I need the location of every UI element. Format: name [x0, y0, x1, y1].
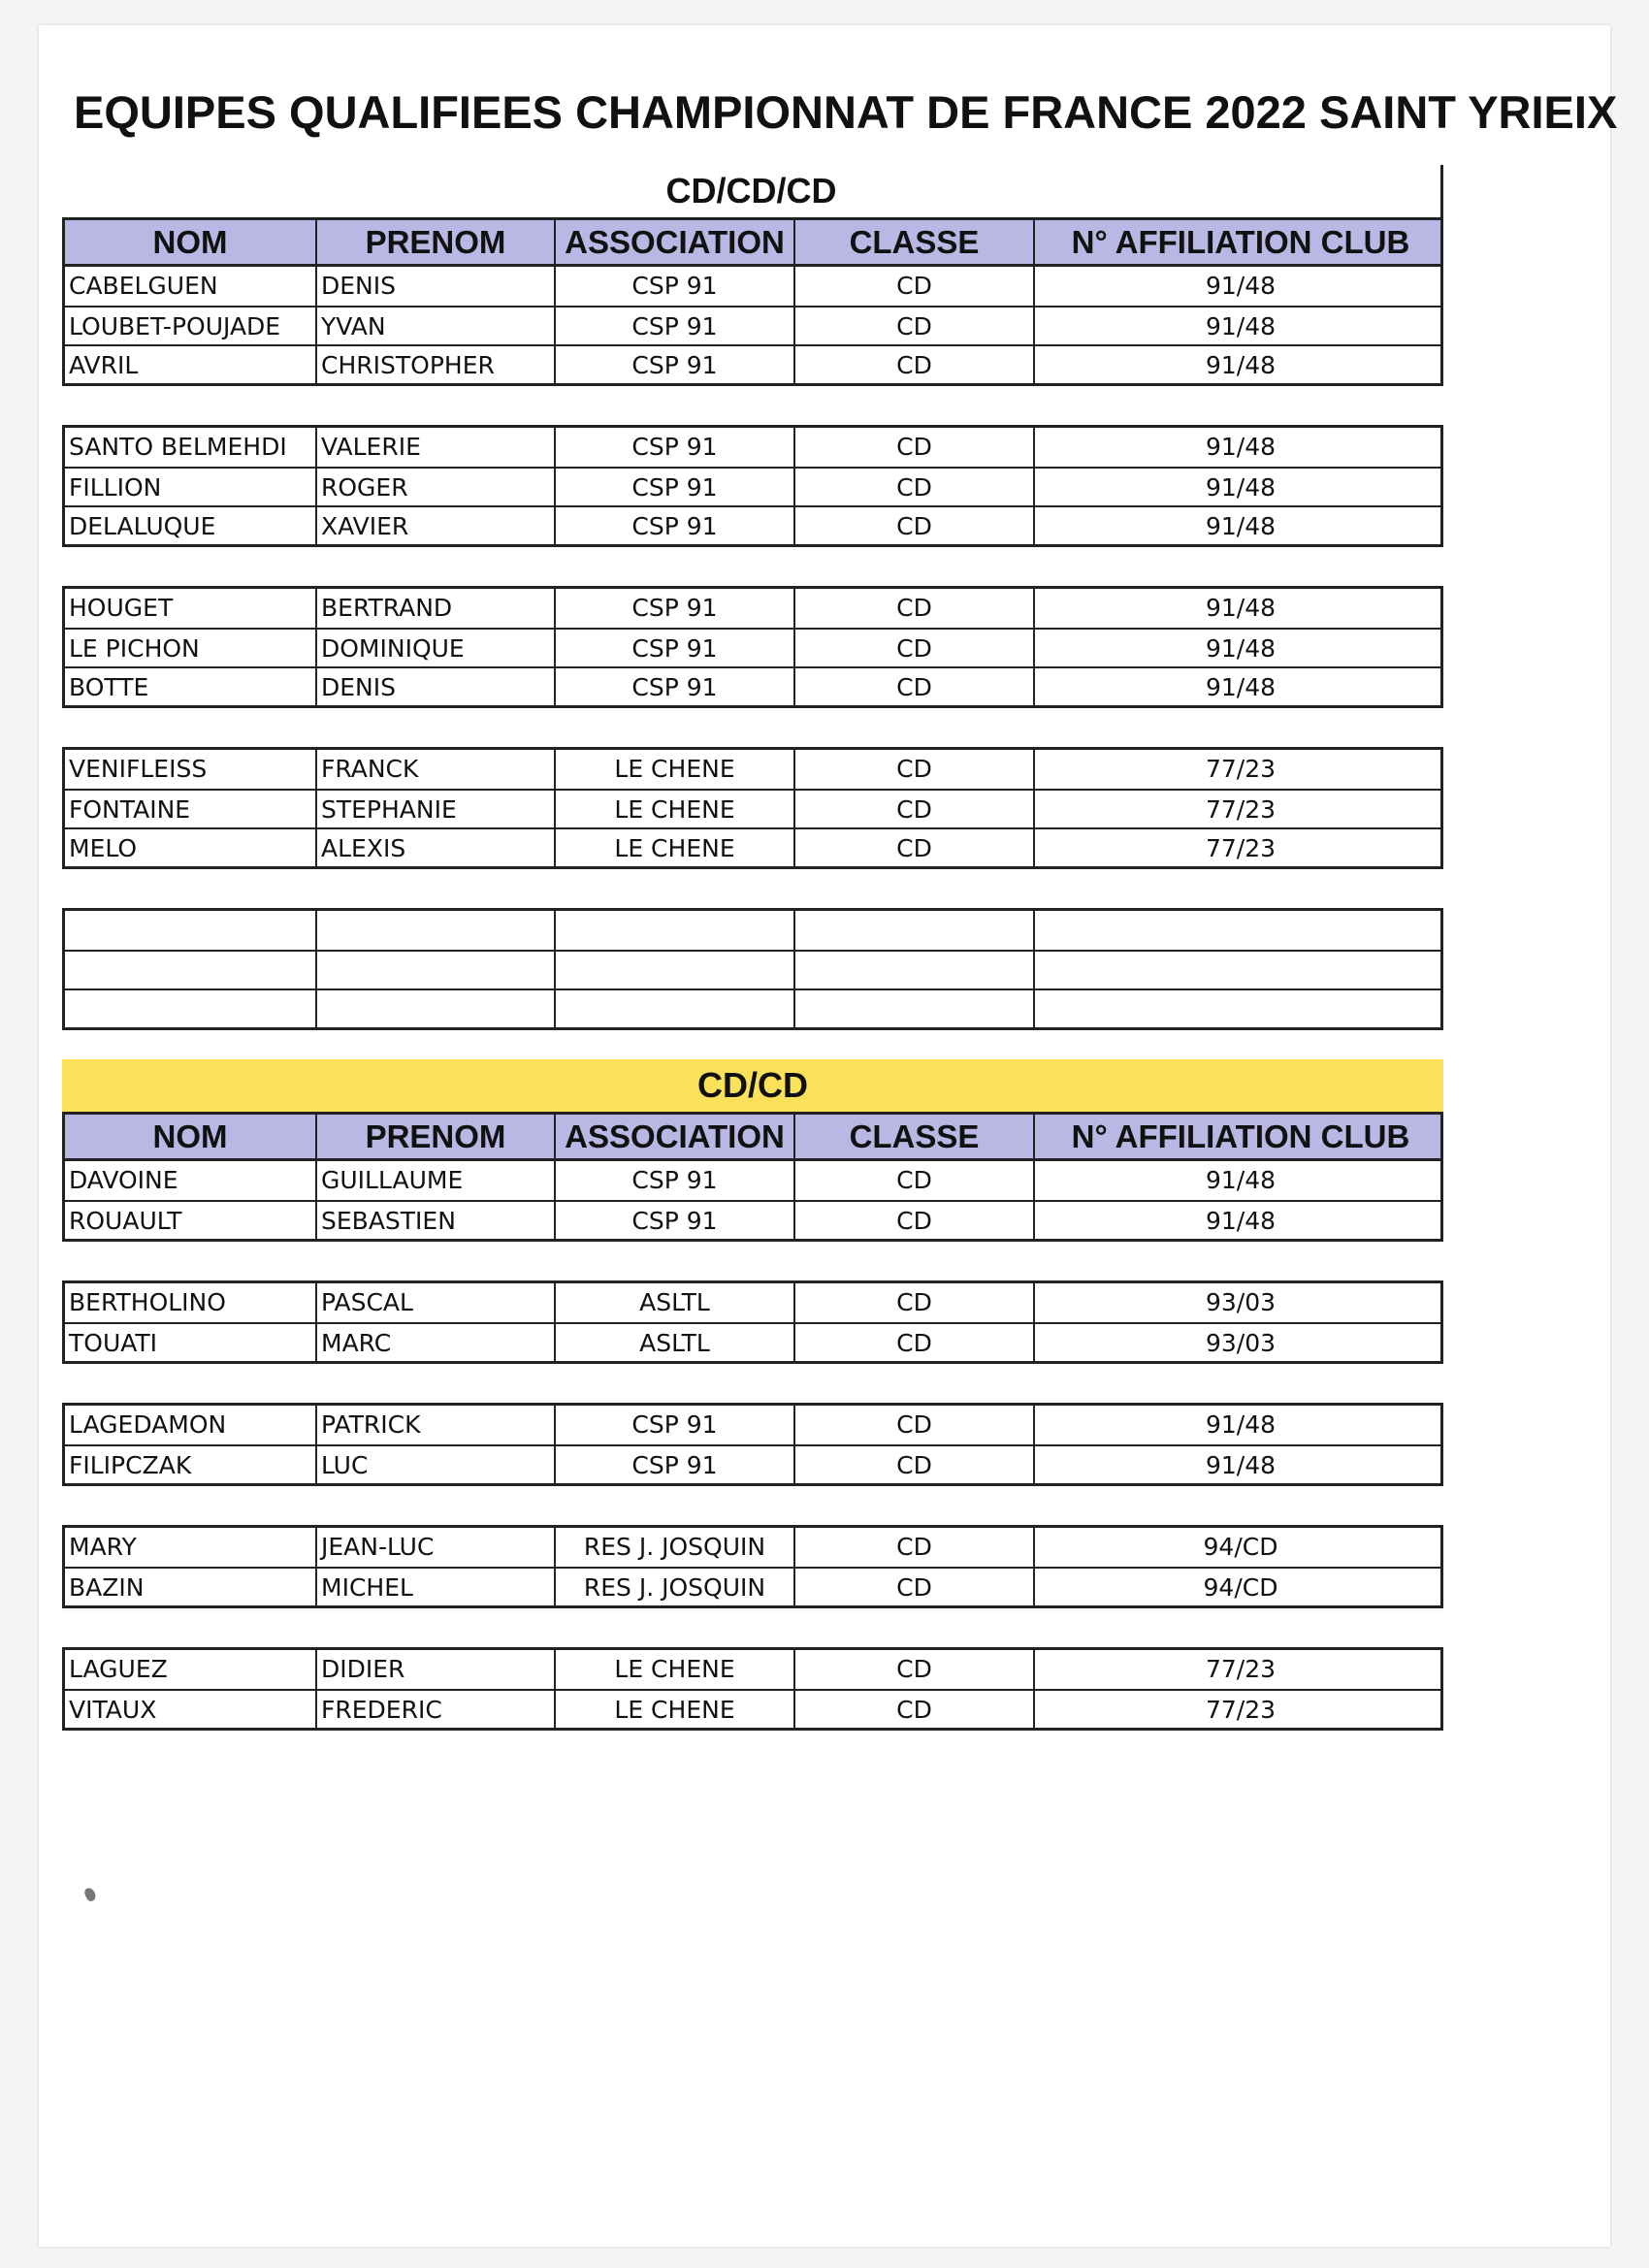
team-group [62, 1525, 1443, 1608]
table-row [65, 344, 1440, 383]
table-row [65, 1528, 1440, 1567]
nom-cell: DAVOINE [69, 1166, 178, 1194]
prenom-cell: XAVIER [315, 507, 554, 544]
affiliation-cell: 91/48 [1033, 428, 1446, 467]
team-group [62, 1647, 1443, 1731]
affiliation-cell: 91/48 [1033, 308, 1446, 344]
table-row [65, 789, 1440, 827]
nom-cell: VITAUX [69, 1696, 157, 1724]
team-group [62, 908, 1443, 1030]
column-header-association: ASSOCIATION [554, 1115, 793, 1159]
column-header-affiliation: N° AFFILIATION CLUB [1033, 1115, 1446, 1159]
table-row [65, 1444, 1440, 1483]
classe-cell: CD [793, 1569, 1033, 1605]
classe-cell: CD [793, 589, 1033, 628]
affiliation-cell [1033, 990, 1446, 1027]
classe-cell: CD [793, 829, 1033, 866]
classe-cell: CD [793, 1406, 1033, 1444]
column-header-prenom: PRENOM [315, 1115, 554, 1159]
classe-cell: CD [793, 469, 1033, 505]
table-row [65, 1650, 1440, 1689]
table-row [65, 1567, 1440, 1605]
nom-cell: BAZIN [69, 1573, 145, 1602]
affiliation-cell: 93/03 [1033, 1283, 1446, 1322]
table-row [65, 428, 1440, 467]
table-row [65, 589, 1440, 628]
team-group [62, 747, 1443, 869]
table-row [65, 628, 1440, 666]
table-row [65, 306, 1440, 344]
table-row [65, 950, 1440, 988]
nom-cell: FONTAINE [69, 795, 191, 824]
association-cell: CSP 91 [554, 469, 793, 505]
nom-cell: SANTO BELMEHDI [69, 433, 287, 461]
column-header-classe: CLASSE [793, 1115, 1033, 1159]
team-groups [62, 267, 1443, 1030]
table-row [65, 1161, 1440, 1200]
table-row [65, 988, 1440, 1027]
nom-cell: MARY [69, 1533, 137, 1561]
section-cd-cd-cd [62, 165, 1443, 1030]
association-cell: CSP 91 [554, 630, 793, 666]
classe-cell [793, 990, 1033, 1027]
association-cell: CSP 91 [554, 507, 793, 544]
association-cell: CSP 91 [554, 668, 793, 705]
nom-cell: BERTHOLINO [69, 1288, 226, 1316]
affiliation-cell: 91/48 [1033, 267, 1446, 306]
affiliation-cell [1033, 911, 1446, 950]
prenom-cell: DIDIER [315, 1650, 554, 1689]
team-groups [62, 1161, 1443, 1731]
association-cell [554, 952, 793, 988]
prenom-cell: JEAN-LUC [315, 1528, 554, 1567]
nom-cell: DELALUQUE [69, 512, 216, 540]
table-row [65, 827, 1440, 866]
prenom-cell: FREDERIC [315, 1691, 554, 1728]
prenom-cell: GUILLAUME [315, 1161, 554, 1200]
table-row [65, 1406, 1440, 1444]
association-cell: CSP 91 [554, 308, 793, 344]
column-header-classe: CLASSE [793, 220, 1033, 265]
table-row [65, 1283, 1440, 1322]
classe-cell: CD [793, 346, 1033, 383]
column-header-affiliation: N° AFFILIATION CLUB [1033, 220, 1446, 265]
team-group [62, 1161, 1443, 1242]
nom-cell: VENIFLEISS [69, 755, 208, 783]
classe-cell: CD [793, 668, 1033, 705]
association-cell: LE CHENE [554, 1691, 793, 1728]
affiliation-cell [1033, 952, 1446, 988]
classe-cell: CD [793, 1691, 1033, 1728]
classe-cell [793, 952, 1033, 988]
prenom-cell: DENIS [315, 267, 554, 306]
column-header-prenom: PRENOM [315, 220, 554, 265]
affiliation-cell: 93/03 [1033, 1324, 1446, 1361]
table-header [62, 1112, 1443, 1161]
affiliation-cell: 91/48 [1033, 1161, 1446, 1200]
classe-cell: CD [793, 630, 1033, 666]
prenom-cell: PASCAL [315, 1283, 554, 1322]
table-row [65, 911, 1440, 950]
affiliation-cell: 94/CD [1033, 1569, 1446, 1605]
association-cell: CSP 91 [554, 267, 793, 306]
nom-cell: HOUGET [69, 594, 174, 622]
association-cell: RES J. JOSQUIN [554, 1528, 793, 1567]
column-header-association: ASSOCIATION [554, 220, 793, 265]
classe-cell: CD [793, 308, 1033, 344]
prenom-cell: ALEXIS [315, 829, 554, 866]
section-cd-cd [62, 1059, 1443, 1731]
prenom-cell: BERTRAND [315, 589, 554, 628]
nom-cell: CABELGUEN [69, 272, 218, 300]
classe-cell: CD [793, 507, 1033, 544]
association-cell: ASLTL [554, 1324, 793, 1361]
classe-cell: CD [793, 1324, 1033, 1361]
prenom-cell [315, 911, 554, 950]
table-row [65, 1322, 1440, 1361]
team-group [62, 1403, 1443, 1486]
prenom-cell: MICHEL [315, 1569, 554, 1605]
affiliation-cell: 77/23 [1033, 750, 1446, 789]
association-cell: LE CHENE [554, 1650, 793, 1689]
prenom-cell: MARC [315, 1324, 554, 1361]
team-group [62, 425, 1443, 547]
team-group [62, 1280, 1443, 1364]
prenom-cell: STEPHANIE [315, 791, 554, 827]
affiliation-cell: 77/23 [1033, 1691, 1446, 1728]
classe-cell: CD [793, 1202, 1033, 1239]
prenom-cell: ROGER [315, 469, 554, 505]
table-row [65, 750, 1440, 789]
prenom-cell: VALERIE [315, 428, 554, 467]
association-cell: LE CHENE [554, 829, 793, 866]
nom-cell: BOTTE [69, 673, 149, 701]
association-cell: LE CHENE [554, 750, 793, 789]
prenom-cell: DENIS [315, 668, 554, 705]
classe-cell: CD [793, 1283, 1033, 1322]
table-row [65, 1689, 1440, 1728]
section-heading: CD/CD [62, 1059, 1443, 1112]
classe-cell: CD [793, 1161, 1033, 1200]
association-cell: CSP 91 [554, 1446, 793, 1483]
nom-cell: ROUAULT [69, 1207, 182, 1235]
table-row [65, 267, 1440, 306]
association-cell: RES J. JOSQUIN [554, 1569, 793, 1605]
nom-cell [65, 911, 315, 950]
affiliation-cell: 77/23 [1033, 1650, 1446, 1689]
classe-cell: CD [793, 1446, 1033, 1483]
affiliation-cell: 91/48 [1033, 346, 1446, 383]
prenom-cell: FRANCK [315, 750, 554, 789]
nom-cell: FILIPCZAK [69, 1451, 192, 1479]
table-row [65, 467, 1440, 505]
table-row [65, 505, 1440, 544]
affiliation-cell: 94/CD [1033, 1528, 1446, 1567]
prenom-cell: PATRICK [315, 1406, 554, 1444]
classe-cell: CD [793, 428, 1033, 467]
nom-cell: MELO [69, 834, 138, 862]
classe-cell: CD [793, 267, 1033, 306]
prenom-cell: CHRISTOPHER [315, 346, 554, 383]
affiliation-cell: 91/48 [1033, 469, 1446, 505]
classe-cell: CD [793, 791, 1033, 827]
association-cell: CSP 91 [554, 589, 793, 628]
affiliation-cell: 91/48 [1033, 1202, 1446, 1239]
prenom-cell [315, 990, 554, 1027]
affiliation-cell: 91/48 [1033, 589, 1446, 628]
table-header [62, 217, 1443, 267]
prenom-cell: LUC [315, 1446, 554, 1483]
classe-cell: CD [793, 1650, 1033, 1689]
association-cell: CSP 91 [554, 1161, 793, 1200]
team-group [62, 267, 1443, 386]
classe-cell [793, 911, 1033, 950]
nom-cell: FILLION [69, 473, 162, 502]
affiliation-cell: 91/48 [1033, 630, 1446, 666]
section-heading: CD/CD/CD [62, 165, 1443, 217]
nom-cell [65, 990, 315, 1027]
affiliation-cell: 91/48 [1033, 507, 1446, 544]
nom-cell: LAGUEZ [69, 1655, 168, 1683]
prenom-cell: YVAN [315, 308, 554, 344]
column-header-nom: NOM [152, 224, 228, 260]
association-cell: ASLTL [554, 1283, 793, 1322]
affiliation-cell: 77/23 [1033, 791, 1446, 827]
nom-cell: LE PICHON [69, 634, 200, 663]
classe-cell: CD [793, 750, 1033, 789]
nom-cell: TOUATI [69, 1329, 158, 1357]
association-cell: CSP 91 [554, 428, 793, 467]
affiliation-cell: 77/23 [1033, 829, 1446, 866]
nom-cell: LAGEDAMON [69, 1410, 227, 1439]
prenom-cell: DOMINIQUE [315, 630, 554, 666]
association-cell: LE CHENE [554, 791, 793, 827]
team-group [62, 586, 1443, 708]
association-cell: CSP 91 [554, 1202, 793, 1239]
prenom-cell [315, 952, 554, 988]
affiliation-cell: 91/48 [1033, 1406, 1446, 1444]
table-row [65, 666, 1440, 705]
association-cell: CSP 91 [554, 1406, 793, 1444]
page-title: EQUIPES QUALIFIEES CHAMPIONNAT DE FRANCE 2022 SAINT YRIEIX [74, 86, 1618, 138]
association-cell: CSP 91 [554, 346, 793, 383]
nom-cell [65, 952, 315, 988]
nom-cell: AVRIL [69, 351, 139, 379]
table-row [65, 1200, 1440, 1239]
column-header-nom: NOM [152, 1118, 228, 1154]
affiliation-cell: 91/48 [1033, 668, 1446, 705]
classe-cell: CD [793, 1528, 1033, 1567]
prenom-cell: SEBASTIEN [315, 1202, 554, 1239]
affiliation-cell: 91/48 [1033, 1446, 1446, 1483]
nom-cell: LOUBET-POUJADE [69, 312, 281, 340]
association-cell [554, 990, 793, 1027]
association-cell [554, 911, 793, 950]
